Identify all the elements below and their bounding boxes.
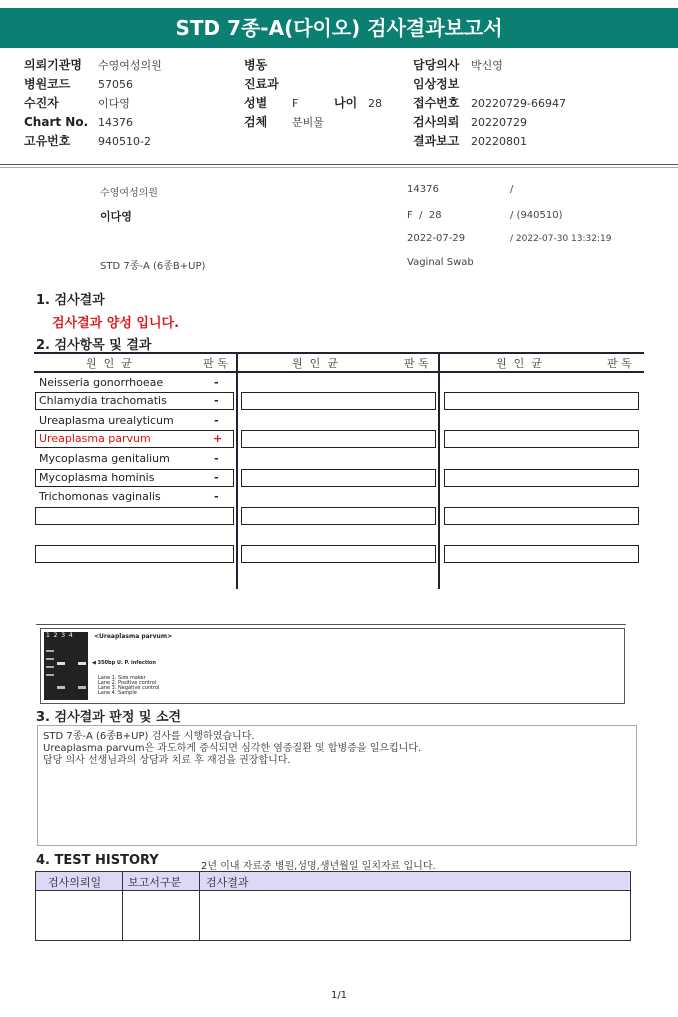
row-box <box>241 545 436 563</box>
pathogen-name: Ureaplasma urealyticum <box>39 414 174 427</box>
pathogen-name: Mycoplasma hominis <box>39 471 155 484</box>
header-col3 <box>413 56 566 151</box>
row-box <box>444 392 639 410</box>
table-header-border <box>34 371 644 373</box>
row-box <box>241 430 436 448</box>
section1-heading: 1. 검사결과 <box>36 293 105 308</box>
column-divider <box>438 353 440 589</box>
divider <box>0 164 678 165</box>
label: Chart No. <box>24 115 89 129</box>
history-header <box>36 872 630 891</box>
age-value: 28 <box>368 97 382 110</box>
pathogen-name: Mycoplasma genitalium <box>39 452 170 465</box>
summary-sex-age: F / 28 <box>407 210 442 221</box>
opinion-line: 담당 의사 선생님과의 상담과 치료 후 재검을 권장합니다. <box>43 755 291 766</box>
row-box <box>35 545 234 563</box>
divider <box>0 167 678 168</box>
gel-band-label: ◀ 350bp U. P. infection <box>92 660 156 666</box>
pathogen-result-positive: + <box>213 432 223 445</box>
opinion-line: STD 7종-A (6종B+UP) 검사를 시행하였습니다. <box>43 731 255 742</box>
row-box <box>241 469 436 487</box>
label: 병동 <box>244 58 268 72</box>
row-box <box>35 507 234 525</box>
pathogen-name-positive: Ureaplasma parvum <box>39 432 151 445</box>
label: 진료과 <box>244 77 279 91</box>
col-judge: 판 독 <box>203 357 228 370</box>
summary-date2: / 2022-07-30 13:32:19 <box>510 234 612 244</box>
row-box <box>444 469 639 487</box>
col-judge: 판 독 <box>607 357 632 370</box>
gel-legend <box>98 676 159 696</box>
page-title: STD 7종-A(다이오) 검사결과보고서 <box>175 16 503 40</box>
summary-chart: 14376 <box>407 184 439 195</box>
section4-heading: 4. TEST HISTORY <box>36 853 159 868</box>
value: 박신영 <box>471 59 503 72</box>
gel-legend-item: Lane 2. Positive control <box>98 680 157 686</box>
col-test-result: 검사결과 <box>206 876 249 889</box>
page-number: 1/1 <box>330 990 348 1001</box>
column-divider <box>122 872 123 940</box>
label: 임상정보 <box>413 77 460 91</box>
summary-slash: / <box>510 184 514 195</box>
pathogen-result: - <box>214 376 219 389</box>
result-text: 검사결과 양성 입니다. <box>52 316 180 331</box>
col-pathogen: 원 인 균 <box>292 357 338 370</box>
pathogen-result: - <box>214 471 219 484</box>
value: 분비물 <box>292 116 324 129</box>
pathogen-result: - <box>214 414 219 427</box>
label: 병원코드 <box>24 77 71 91</box>
pathogen-result: - <box>214 394 219 407</box>
pathogen-name: Trichomonas vaginalis <box>39 490 161 503</box>
gel-lanes: 1 2 3 4 <box>46 632 73 639</box>
history-note: 2년 이내 자료중 병원,성명,생년월일 일치자료 입니다. <box>201 861 436 872</box>
summary-clinic: 수영여성의원 <box>100 188 158 199</box>
pathogen-result: - <box>214 490 219 503</box>
section2-heading: 2. 검사항목 및 결과 <box>36 338 152 353</box>
gel-legend-item: Lane 3. Negative control <box>98 685 160 691</box>
value: 20220729-66947 <box>471 97 566 110</box>
table-top-border <box>34 352 644 354</box>
age-label: 나이 <box>334 96 358 110</box>
label: 고유번호 <box>24 134 71 148</box>
label: 수진자 <box>24 96 59 110</box>
value: 이다영 <box>98 97 130 110</box>
row-box <box>444 545 639 563</box>
row-box <box>444 430 639 448</box>
pathogen-name: Neisseria gonorrhoeae <box>39 376 164 389</box>
section3-heading: 3. 검사결과 판정 및 소견 <box>36 710 182 725</box>
opinion-text <box>43 731 421 767</box>
gel-legend-item: Lane 4. Sample <box>98 690 137 696</box>
col-pathogen: 원 인 균 <box>86 357 132 370</box>
value: F <box>292 97 299 110</box>
gel-legend-item: Lane 1. Size maker <box>98 675 146 681</box>
summary-specimen: Vaginal Swab <box>407 257 474 268</box>
row-box <box>241 507 436 525</box>
label: 성별 <box>244 96 268 110</box>
col-judge: 판 독 <box>404 357 429 370</box>
opinion-line: Ureaplasma parvum은 과도하게 증식되면 심각한 염증질환 및 합병증을 일으킵니다. <box>43 743 422 754</box>
col-request-date: 검사의뢰일 <box>48 876 102 889</box>
col-pathogen: 원 인 균 <box>496 357 542 370</box>
header-col1 <box>24 56 162 151</box>
column-divider <box>199 872 200 940</box>
value: 20220729 <box>471 116 527 129</box>
pathogen-result: - <box>214 452 219 465</box>
divider <box>36 624 626 625</box>
pathogen-name: Chlamydia trachomatis <box>39 394 167 407</box>
value: 57056 <box>98 78 133 91</box>
summary-id: / (940510) <box>510 210 563 221</box>
row-box <box>444 507 639 525</box>
value: 940510-2 <box>98 135 151 148</box>
summary-name: 이다영 <box>100 210 132 223</box>
summary-date1: 2022-07-29 <box>407 233 466 244</box>
value: 20220801 <box>471 135 527 148</box>
label: 검체 <box>244 115 268 129</box>
label: 접수번호 <box>413 96 460 110</box>
label: 결과보고 <box>413 134 460 148</box>
value: 수영여성의원 <box>98 59 162 72</box>
label: 검사의뢰 <box>413 115 460 129</box>
column-divider <box>236 353 238 589</box>
gel-title: <Ureaplasma parvum> <box>94 633 173 640</box>
label: 의뢰기관명 <box>24 58 82 72</box>
header-col2 <box>244 56 382 132</box>
row-box <box>241 392 436 410</box>
gel-image <box>44 632 88 700</box>
label: 담당의사 <box>413 58 460 72</box>
col-report-type: 보고서구분 <box>128 876 182 889</box>
value: 14376 <box>98 116 133 129</box>
summary-test: STD 7종-A (6종B+UP) <box>100 261 206 272</box>
